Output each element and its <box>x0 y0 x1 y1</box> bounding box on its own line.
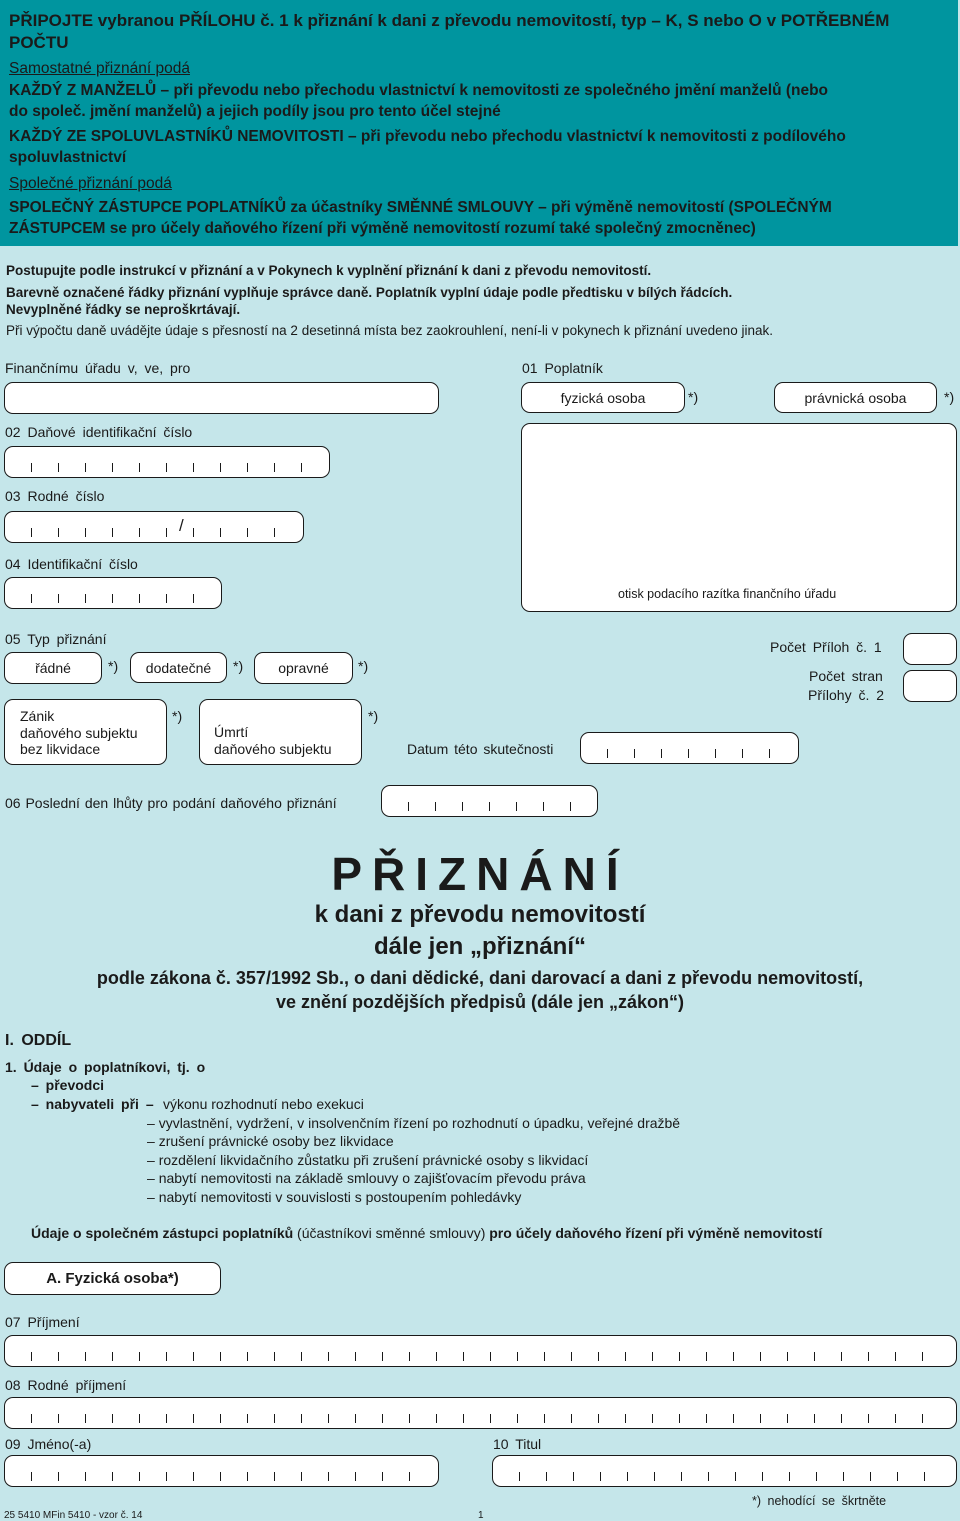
comb-tick <box>519 1472 520 1481</box>
acquisition-option: výkonu rozhodnutí nebo exekuci <box>163 1096 364 1112</box>
section-dash: – převodci <box>31 1077 105 1093</box>
comb-tick <box>814 1414 815 1423</box>
attachments-count-label: Počet Příloh č. 1 <box>770 639 882 655</box>
banner-heading: Společné přiznání podá <box>9 175 172 192</box>
type-corrective-label: opravné <box>278 660 329 676</box>
comb-tick <box>544 1352 545 1361</box>
ic-input[interactable] <box>4 577 222 609</box>
form-subtitle: dále jen „přiznání“ <box>373 933 587 960</box>
office-input[interactable] <box>4 382 439 414</box>
rc-slash: / <box>179 516 184 535</box>
comb-tick <box>58 1352 59 1361</box>
natural-person-heading: A. Fyzická osoba*) <box>4 1262 221 1295</box>
comb-tick <box>895 1352 896 1361</box>
rc-input[interactable] <box>4 511 304 543</box>
comb-tick <box>436 1352 437 1361</box>
comb-tick <box>573 1472 574 1481</box>
first-name-input[interactable] <box>4 1455 439 1487</box>
dic-label: 02 Daňové identifikační číslo <box>5 424 193 440</box>
footnote-star: *) <box>108 658 119 674</box>
comb-tick <box>517 1414 518 1423</box>
comb-tick <box>490 1352 491 1361</box>
comb-tick <box>598 1352 599 1361</box>
date-fact-input[interactable] <box>580 732 799 764</box>
comb-tick <box>463 1352 464 1361</box>
banner-line: PŘIPOJTE vybranou PŘÍLOHU č. 1 k přiznání k dani z převodu nemovitostí, typ – K, S nebo O v POTŘEBNÉM <box>9 11 890 30</box>
pages-count-input[interactable] <box>903 670 957 702</box>
comb-tick <box>382 1472 383 1481</box>
comb-tick <box>733 1414 734 1423</box>
comb-tick <box>58 1414 59 1423</box>
comb-tick <box>868 1414 869 1423</box>
form-code: 25 5410 MFin 5410 - vzor č. 14 <box>4 1510 143 1521</box>
natural-person-option[interactable] <box>521 382 685 413</box>
birth-surname-input[interactable] <box>4 1397 957 1429</box>
instruction-text: Postupujte podle instrukcí v přiznání a v Pokynech k vyplnění přiznání k dani z převodu nemovitostí. <box>6 263 652 278</box>
comb-tick <box>760 1414 761 1423</box>
comb-tick <box>139 1352 140 1361</box>
type-regular-label: řádné <box>35 660 71 676</box>
comb-tick <box>490 1414 491 1423</box>
comb-tick <box>627 1472 628 1481</box>
law-number: podle zákona č. 357/1992 Sb. <box>96 968 344 988</box>
comb-tick <box>31 1352 32 1361</box>
comb-tick <box>735 1472 736 1481</box>
banner-line: SPOLEČNÝ ZÁSTUPCE POPLATNÍKŮ za účastníky SMĚNNÉ SMLOUVY – při výměně nemovitostí (SPOLEČNÝM <box>9 199 832 216</box>
footnote-star: *) <box>233 658 244 674</box>
comb-tick <box>193 1472 194 1481</box>
comb-tick <box>816 1472 817 1481</box>
banner-heading: Samostatné přiznání podá <box>9 60 190 77</box>
comb-tick <box>708 1472 709 1481</box>
comb-tick <box>247 1352 248 1361</box>
pages-count-label: Přílohy č. 2 <box>808 687 885 703</box>
instruction-banner <box>0 0 958 246</box>
comb-tick <box>328 1472 329 1481</box>
comb-tick <box>436 1414 437 1423</box>
legal-person-option[interactable] <box>774 382 937 413</box>
comb-tick <box>328 1352 329 1361</box>
comb-tick <box>355 1414 356 1423</box>
footnote-star: *) <box>688 389 699 405</box>
comb-tick <box>870 1472 871 1481</box>
comb-tick <box>409 1472 410 1481</box>
rc-label: 03 Rodné číslo <box>5 488 105 504</box>
comb-tick <box>355 1352 356 1361</box>
comb-tick <box>166 1414 167 1423</box>
comb-tick <box>139 1414 140 1423</box>
termination-option[interactable] <box>4 699 167 765</box>
comb-tick <box>193 1414 194 1423</box>
footnote-star: *) <box>358 658 369 674</box>
office-label: Finančnímu úřadu v, ve, pro <box>5 360 191 376</box>
comb-tick <box>924 1472 925 1481</box>
representative-info: Údaje o společném zástupci poplatníků (účastníkovi směnné smlouvy) pro účely daňového řízení při výměně nemovitostí <box>31 1225 823 1241</box>
comb-tick <box>544 1414 545 1423</box>
comb-tick <box>598 1414 599 1423</box>
deadline-input[interactable] <box>381 785 598 817</box>
ic-label: 04 Identifikační číslo <box>5 556 138 572</box>
comb-tick <box>139 1472 140 1481</box>
first-name-label: 09 Jméno(-a) <box>5 1436 92 1452</box>
banner-line: spoluvlastnictví <box>9 149 127 166</box>
form-subtitle: k dani z převodu nemovitostí <box>314 901 646 928</box>
type-corrective-option[interactable] <box>254 652 353 684</box>
taxpayer-label: 01 Poplatník <box>522 360 603 376</box>
comb-tick <box>922 1352 923 1361</box>
law-title: , o dani dědické, dani darovací a dani z převodu nemovitostí, <box>344 968 864 988</box>
comb-tick <box>328 1414 329 1423</box>
comb-tick <box>274 1472 275 1481</box>
acquisition-option: – rozdělení likvidačního zůstatku při zrušení právnické osoby s likvidací <box>147 1152 589 1168</box>
comb-tick <box>843 1472 844 1481</box>
comb-tick <box>762 1472 763 1481</box>
banner-line: KAŽDÝ ZE SPOLUVLASTNÍKŮ NEMOVITOSTI – při převodu nebo přechodu vlastnictví k nemovitosti z podílového <box>9 128 846 145</box>
comb-tick <box>681 1472 682 1481</box>
comb-tick <box>517 1352 518 1361</box>
comb-tick <box>841 1352 842 1361</box>
comb-tick <box>679 1414 680 1423</box>
legal-person-label: právnická osoba <box>804 389 907 406</box>
comb-tick <box>85 1472 86 1481</box>
comb-tick <box>193 1352 194 1361</box>
termination-label: Zánik <box>20 708 55 724</box>
comb-tick <box>58 1472 59 1481</box>
instruction-text: Nevyplněné řádky se neproškrtávají. <box>6 302 241 317</box>
comb-tick <box>897 1472 898 1481</box>
comb-tick <box>166 1472 167 1481</box>
comb-tick <box>600 1472 601 1481</box>
death-label: daňového subjektu <box>214 740 332 757</box>
comb-tick <box>301 1472 302 1481</box>
comb-tick <box>760 1352 761 1361</box>
comb-tick <box>274 1352 275 1361</box>
law-reference <box>0 968 960 989</box>
comb-tick <box>247 1472 248 1481</box>
comb-tick <box>220 1352 221 1361</box>
acquisition-option: – nabytí nemovitosti na základě smlouvy o zajišťovacím převodu práva <box>147 1170 586 1186</box>
comb-tick <box>463 1414 464 1423</box>
title-input[interactable] <box>492 1455 957 1487</box>
comb-tick <box>166 1352 167 1361</box>
comb-tick <box>733 1352 734 1361</box>
death-label: Úmrtí <box>214 724 249 740</box>
pages-count-label: Počet stran <box>809 668 883 684</box>
comb-tick <box>625 1414 626 1423</box>
comb-tick <box>652 1414 653 1423</box>
comb-tick <box>625 1352 626 1361</box>
comb-tick <box>895 1414 896 1423</box>
comb-tick <box>85 1352 86 1361</box>
banner-line: POČTU <box>9 33 69 52</box>
footnote-star: *) <box>368 708 379 724</box>
comb-tick <box>220 1472 221 1481</box>
banner-line: do společ. jmění manželů) a jejich podíly jsou pro tento účel stejné <box>9 103 501 120</box>
type-additional-option[interactable] <box>130 652 227 683</box>
comb-tick <box>301 1414 302 1423</box>
page-number: 1 <box>478 1510 484 1521</box>
section-title: I. ODDÍL <box>5 1032 72 1049</box>
footnote-star: *) <box>172 708 183 724</box>
comb-tick <box>706 1352 707 1361</box>
comb-tick <box>787 1414 788 1423</box>
footnote-star: *) <box>944 389 955 405</box>
stamp-label: otisk podacího razítka finančního úřadu <box>618 587 837 601</box>
instruction-text: Barevně označené řádky přiznání vyplňuje správce daně. Poplatník vyplní údaje podle předtisku v bílých řádcích. <box>6 285 733 300</box>
comb-tick <box>706 1414 707 1423</box>
birth-surname-label: 08 Rodné příjmení <box>5 1377 127 1393</box>
natural-person-label: fyzická osoba <box>560 389 646 406</box>
comb-tick <box>112 1414 113 1423</box>
banner-line: ZÁSTUPCEM se pro účely daňového řízení při výměně nemovitostí rozumí také společný zmocněnec) <box>9 220 756 237</box>
comb-tick <box>571 1352 572 1361</box>
comb-tick <box>85 1414 86 1423</box>
instruction-text: Při výpočtu daně uvádějte údaje s přesností na 2 desetinná místa bez zaokrouhlení, není-li v pokynech k přiznání uvedeno jinak. <box>6 323 773 338</box>
comb-tick <box>31 1414 32 1423</box>
comb-tick <box>220 1414 221 1423</box>
comb-tick <box>868 1352 869 1361</box>
comb-tick <box>274 1414 275 1423</box>
comb-tick <box>654 1472 655 1481</box>
comb-tick <box>571 1414 572 1423</box>
comb-tick <box>382 1352 383 1361</box>
banner-line: KAŽDÝ Z MANŽELŮ – při převodu nebo přechodu vlastnictví k nemovitosti ze společného jmění manželů (nebo <box>9 82 829 99</box>
stamp-area <box>521 423 957 612</box>
comb-tick <box>652 1352 653 1361</box>
comb-tick <box>247 1414 248 1423</box>
date-fact-label: Datum této skutečnosti <box>407 741 554 757</box>
comb-tick <box>546 1472 547 1481</box>
comb-tick <box>301 1352 302 1361</box>
comb-tick <box>679 1352 680 1361</box>
surname-label: 07 Příjmení <box>5 1314 80 1330</box>
comb-tick <box>922 1414 923 1423</box>
section-dash: – nabyvateli při – <box>31 1096 154 1112</box>
section-item: 1. Údaje o poplatníkovi, tj. o <box>5 1059 206 1075</box>
acquisition-option: – nabytí nemovitosti v souvislosti s postoupením pohledávky <box>147 1189 522 1205</box>
comb-tick <box>789 1472 790 1481</box>
comb-tick <box>409 1414 410 1423</box>
comb-tick <box>841 1414 842 1423</box>
death-option[interactable] <box>199 699 362 765</box>
termination-label: daňového subjektu <box>20 724 138 741</box>
form-title: PŘIZNÁNÍ <box>331 848 629 900</box>
surname-input[interactable] <box>4 1335 957 1367</box>
comb-tick <box>355 1472 356 1481</box>
dic-input[interactable] <box>4 446 330 478</box>
title-label: 10 Titul <box>493 1436 542 1452</box>
comb-tick <box>112 1352 113 1361</box>
comb-tick <box>814 1352 815 1361</box>
type-label: 05 Typ přiznání <box>5 631 107 647</box>
type-regular-option[interactable] <box>4 652 102 684</box>
comb-tick <box>409 1352 410 1361</box>
footnote: *) nehodící se škrtněte <box>752 1494 887 1508</box>
comb-tick <box>382 1414 383 1423</box>
acquisition-option: – zrušení právnické osoby bez likvidace <box>147 1133 394 1149</box>
type-additional-label: dodatečné <box>145 659 212 676</box>
comb-tick <box>787 1352 788 1361</box>
termination-label: bez likvidace <box>20 741 101 757</box>
law-reference: ve znění pozdějších předpisů (dále jen „zákon“) <box>275 992 685 1012</box>
acquisition-option: – vyvlastnění, vydržení, v insolvenčním řízení po rozhodnutí o úpadku, veřejné dražbě <box>147 1115 681 1131</box>
comb-tick <box>112 1472 113 1481</box>
attachments-count-input[interactable] <box>903 633 957 665</box>
deadline-label: 06 Poslední den lhůty pro podání daňového přiznání <box>5 795 337 811</box>
comb-tick <box>31 1472 32 1481</box>
